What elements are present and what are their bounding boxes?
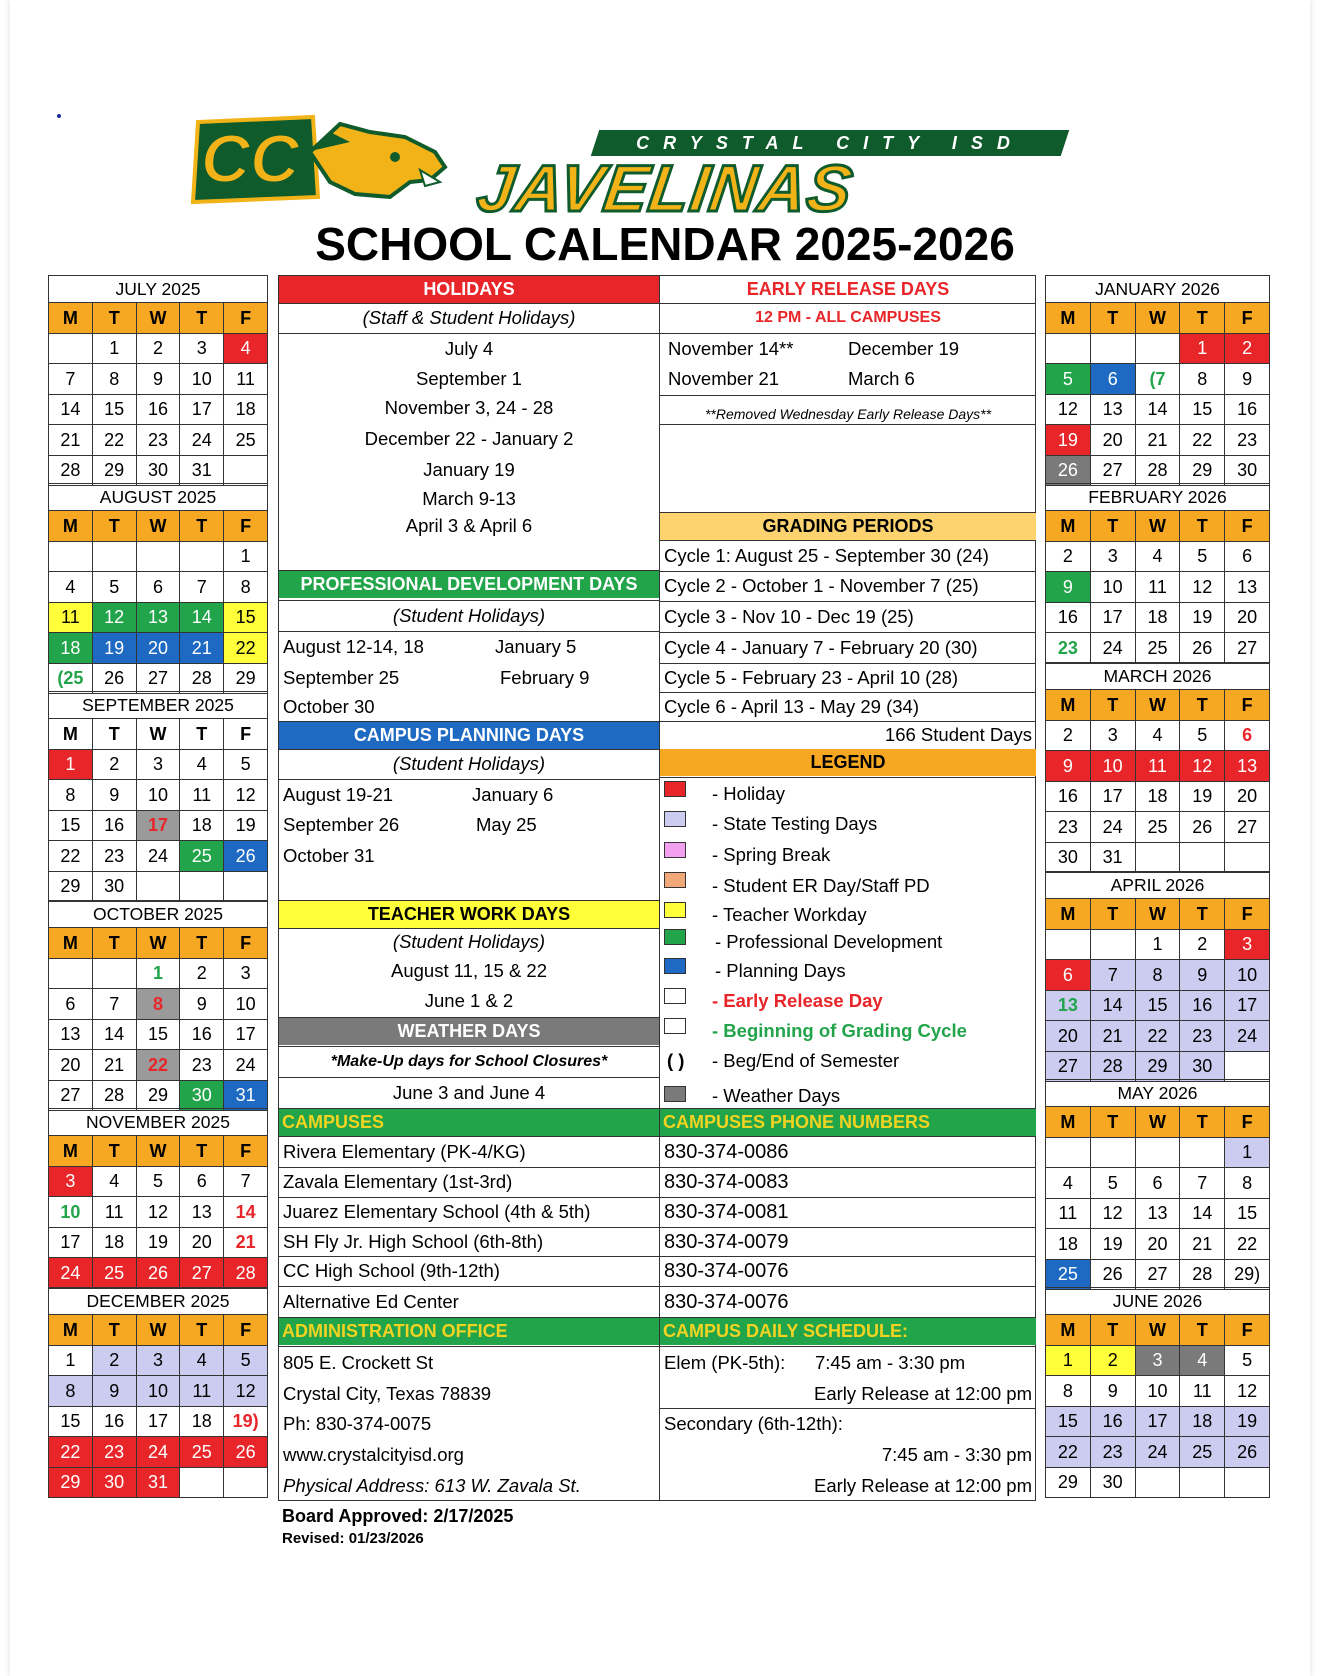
legend-item: - Student ER Day/Staff PD (712, 875, 930, 896)
week-row: 2 3 4 5 6 (1046, 541, 1270, 572)
dow-m: M (1046, 690, 1091, 721)
campus-name: Zavala Elementary (1st-3rd) (283, 1171, 513, 1192)
dow-m: M (49, 1315, 93, 1346)
dow-t: T (1090, 511, 1135, 542)
elem-schedule-label: Elem (PK-5th): (664, 1352, 786, 1373)
dow-t: T (92, 303, 136, 334)
weather-days-subtitle: *Make-Up days for School Closures* (330, 1053, 608, 1070)
holiday-date: November 3, 24 - 28 (384, 397, 554, 418)
dow-w: W (136, 1315, 180, 1346)
planning-days-header: CAMPUS PLANNING DAYS (279, 722, 659, 749)
board-approved: Board Approved: 2/17/2025 (282, 1506, 514, 1526)
month-title: OCTOBER 2025 (49, 901, 268, 928)
week-row: 6 7 8 9 10 (1046, 960, 1270, 991)
week-row: 22 23 24 25 26 (49, 841, 268, 872)
dow-t: T (92, 511, 136, 542)
dow-m: M (1046, 1315, 1091, 1346)
dow-th: T (1180, 303, 1225, 334)
daily-schedule-header: CAMPUS DAILY SCHEDULE: (660, 1318, 1036, 1345)
dow-th: T (180, 511, 224, 542)
week-row: 2 3 4 5 6 (1046, 720, 1270, 751)
dow-th: T (180, 928, 224, 959)
legend-swatch-teacher-workday (664, 902, 686, 918)
pd-date: August 12-14, 18 (283, 636, 424, 657)
sec-schedule-time: 7:45 am - 3:30 pm (881, 1444, 1032, 1465)
dow-t: T (92, 1315, 136, 1346)
legend-header: LEGEND (660, 749, 1036, 776)
week-row: 20 21 22 23 24 (1046, 1021, 1270, 1052)
month-april-2026 (1045, 871, 1270, 1082)
dow-th: T (180, 1315, 224, 1346)
teacher-work-days-subtitle: (Student Holidays) (392, 931, 546, 952)
week-row: 1 (1046, 1137, 1270, 1168)
week-row: 1 2 3 (1046, 929, 1270, 960)
week-row: 23 24 25 26 27 (1046, 812, 1270, 843)
week-row: 9 10 11 12 13 (1046, 751, 1270, 782)
month-august-2025 (48, 483, 268, 694)
month-title: SEPTEMBER 2025 (49, 692, 268, 719)
month-title: NOVEMBER 2025 (49, 1109, 268, 1136)
week-row: 1 2 (1046, 333, 1270, 364)
dow-f: F (1225, 1315, 1270, 1346)
brand-wordmark: JAVELINAS (472, 151, 858, 225)
month-january-2026 (1045, 275, 1270, 486)
planning-date: August 19-21 (283, 784, 394, 805)
month-march-2026 (1045, 662, 1270, 873)
early-release-date: March 6 (848, 368, 915, 389)
dow-f: F (224, 511, 268, 542)
revised-date: Revised: 01/23/2026 (282, 1530, 424, 1547)
week-row: 8 9 10 11 12 (49, 1376, 268, 1407)
legend-item: - Holiday (712, 783, 785, 804)
dow-m: M (49, 303, 93, 334)
week-row: 1 2 3 (49, 958, 268, 989)
planning-date: May 25 (476, 814, 537, 835)
dow-f: F (224, 1136, 268, 1167)
pd-date: October 30 (283, 696, 375, 717)
week-row: 22 23 24 25 26 (1046, 1437, 1270, 1468)
legend-item: - Beg/End of Semester (712, 1050, 900, 1071)
week-row: 15 16 17 18 19 (1046, 1406, 1270, 1437)
month-title: JANUARY 2026 (1046, 276, 1270, 303)
dow-th: T (1180, 1107, 1225, 1138)
early-release-date: November 21 (668, 368, 780, 389)
campus-phone: 830-374-0086 (664, 1141, 789, 1163)
campus-name: SH Fly Jr. High School (6th-8th) (283, 1231, 544, 1252)
week-row: (25 26 27 28 29 (49, 663, 268, 694)
dow-t: T (1090, 1315, 1135, 1346)
sec-schedule-label: Secondary (6th-12th): (664, 1413, 843, 1434)
holiday-date: January 19 (423, 459, 515, 480)
week-row: 20 21 22 23 24 (49, 1050, 268, 1081)
sec-early-release: Early Release at 12:00 pm (813, 1475, 1032, 1496)
dow-w: W (1135, 1107, 1180, 1138)
legend-item: - State Testing Days (712, 813, 878, 834)
legend-item: - Professional Development (715, 931, 943, 952)
week-row: 4 5 6 7 8 (49, 572, 268, 603)
dow-f: F (224, 1315, 268, 1346)
dow-th: T (180, 1136, 224, 1167)
legend-swatch-holiday (664, 781, 686, 797)
dow-t: T (1090, 899, 1135, 930)
month-title: MARCH 2026 (1046, 663, 1270, 690)
early-release-header: EARLY RELEASE DAYS (746, 279, 950, 299)
dow-th: T (1180, 1315, 1225, 1346)
week-row: 18 19 20 21 22 (1046, 1229, 1270, 1260)
dow-th: T (1180, 899, 1225, 930)
week-row: 18 19 20 21 22 (49, 633, 268, 664)
dow-f: F (224, 719, 268, 750)
week-row: 14 15 16 17 18 (49, 394, 268, 425)
week-row: 9 10 11 12 13 (1046, 572, 1270, 603)
week-row: 1 (49, 541, 268, 572)
week-row: 5 6 (7 8 9 (1046, 364, 1270, 395)
week-row: 28 29 30 31 (49, 455, 268, 486)
admin-physical-address: Physical Address: 613 W. Zavala St. (283, 1475, 581, 1496)
legend-swatch-spring-break (664, 842, 686, 858)
legend-item-grading-cycle: - Beginning of Grading Cycle (712, 1020, 967, 1041)
admin-website: www.crystalcityisd.org (283, 1444, 464, 1465)
dow-t: T (1090, 303, 1135, 334)
week-row: 27 28 29 30 31 (49, 1080, 268, 1111)
dow-t: T (92, 928, 136, 959)
legend-item: - Planning Days (715, 960, 846, 981)
district-name: CRYSTAL CITY ISD (636, 133, 1024, 153)
week-row: 21 22 23 24 25 (49, 425, 268, 456)
week-row: 8 9 10 11 12 (49, 780, 268, 811)
grading-cycle: Cycle 3 - Nov 10 - Dec 19 (25) (664, 606, 914, 627)
week-row: 29 30 31 (49, 1467, 268, 1498)
pd-date: January 5 (495, 636, 577, 657)
student-days-total: 166 Student Days (884, 724, 1032, 745)
week-row: 7 8 9 10 11 (49, 364, 268, 395)
month-title: JULY 2025 (49, 276, 268, 303)
dow-m: M (1046, 511, 1091, 542)
page-title: SCHOOL CALENDAR 2025-2026 (315, 218, 1015, 270)
legend-swatch-grading-cycle (664, 1018, 686, 1034)
holiday-date: March 9-13 (422, 488, 516, 509)
week-row: 13 14 15 16 17 (1046, 990, 1270, 1021)
dow-w: W (1135, 690, 1180, 721)
svg-text:CC: CC (200, 121, 300, 197)
dow-m: M (1046, 899, 1091, 930)
week-row: 6 7 8 9 10 (49, 989, 268, 1020)
planning-date: September 26 (283, 814, 400, 835)
month-september-2025 (48, 691, 268, 902)
legend-swatch-early-release (664, 988, 686, 1004)
dow-t: T (92, 719, 136, 750)
week-row: 17 18 19 20 21 (49, 1227, 268, 1258)
month-title: DECEMBER 2025 (49, 1288, 268, 1315)
admin-address-line: Crystal City, Texas 78839 (283, 1383, 492, 1404)
dow-th: T (180, 719, 224, 750)
week-row: 27 28 29 30 (1046, 1051, 1270, 1082)
month-title: MAY 2026 (1046, 1080, 1270, 1107)
week-row: 22 23 24 25 26 (49, 1437, 268, 1468)
dow-th: T (1180, 690, 1225, 721)
week-row: 12 13 14 15 16 (1046, 394, 1270, 425)
campus-phone: 830-374-0076 (664, 1291, 789, 1313)
grading-periods-header: GRADING PERIODS (660, 513, 1036, 540)
admin-address-line: 805 E. Crockett St (283, 1352, 434, 1373)
early-release-date: December 19 (848, 338, 960, 359)
week-row: 1 2 3 4 5 (49, 1345, 268, 1376)
campus-phone: 830-374-0083 (664, 1171, 789, 1193)
legend-swatch-pd (664, 929, 686, 945)
week-row: 13 14 15 16 17 (49, 1019, 268, 1050)
grading-cycle: Cycle 4 - January 7 - February 20 (30) (664, 637, 978, 658)
teacher-work-date: June 1 & 2 (424, 990, 514, 1011)
dow-w: W (136, 928, 180, 959)
dow-m: M (49, 719, 93, 750)
dow-t: T (1090, 1107, 1135, 1138)
week-row: 24 25 26 27 28 (49, 1258, 268, 1289)
week-row: 26 27 28 29 30 (1046, 455, 1270, 486)
week-row: 11 12 13 14 15 (1046, 1198, 1270, 1229)
pd-days-subtitle: (Student Holidays) (392, 605, 546, 626)
month-title: APRIL 2026 (1046, 872, 1270, 899)
pd-date: September 25 (283, 667, 400, 688)
week-row: 3 4 5 6 7 (49, 1166, 268, 1197)
week-row: 16 17 18 19 20 (1046, 781, 1270, 812)
legend-swatch-weather (664, 1086, 686, 1102)
planning-date: January 6 (472, 784, 554, 805)
teacher-work-date: August 11, 15 & 22 (391, 960, 547, 981)
dow-th: T (1180, 511, 1225, 542)
dow-f: F (1225, 690, 1270, 721)
campus-phone: 830-374-0081 (664, 1201, 789, 1223)
campus-phone: 830-374-0076 (664, 1260, 789, 1282)
grading-cycle: Cycle 2 - October 1 - November 7 (25) (664, 575, 979, 596)
campus-phones-header: CAMPUSES PHONE NUMBERS (660, 1109, 1036, 1136)
dow-t: T (92, 1136, 136, 1167)
legend-item: - Weather Days (712, 1085, 841, 1106)
javelina-mascot-icon (300, 112, 450, 207)
dow-w: W (1135, 303, 1180, 334)
legend-semester-symbol: ( ) (667, 1050, 685, 1071)
month-july-2025 (48, 275, 268, 486)
week-row: 15 16 17 18 19 (49, 810, 268, 841)
holiday-date: December 22 - January 2 (364, 428, 574, 449)
campus-name: CC High School (9th-12th) (283, 1260, 500, 1281)
admin-office-header: ADMINISTRATION OFFICE (279, 1318, 659, 1345)
holiday-date: September 1 (416, 368, 522, 389)
weather-days-header: WEATHER DAYS (279, 1018, 659, 1045)
campus-name: Alternative Ed Center (283, 1291, 459, 1312)
dow-m: M (1046, 303, 1091, 334)
week-row: 11 12 13 14 15 (49, 602, 268, 633)
dow-w: W (136, 719, 180, 750)
planning-date: October 31 (283, 845, 375, 866)
dow-m: M (1046, 1107, 1091, 1138)
legend-swatch-student-er (664, 872, 686, 888)
month-june-2026 (1045, 1287, 1270, 1498)
planning-days-subtitle: (Student Holidays) (392, 753, 546, 774)
pd-date: February 9 (500, 667, 590, 688)
dow-f: F (1225, 303, 1270, 334)
campus-name: Juarez Elementary School (4th & 5th) (283, 1201, 591, 1222)
week-row: 25 26 27 28 29) (1046, 1259, 1270, 1290)
week-row: 29 30 (49, 871, 268, 902)
dow-w: W (136, 511, 180, 542)
dow-m: M (49, 928, 93, 959)
holiday-date: July 4 (444, 338, 494, 359)
campus-name: Rivera Elementary (PK-4/KG) (283, 1141, 526, 1162)
week-row: 15 16 17 18 19) (49, 1406, 268, 1437)
week-row: 1 2 3 4 5 (49, 749, 268, 780)
month-october-2025 (48, 900, 268, 1111)
dow-t: T (1090, 690, 1135, 721)
dow-th: T (180, 303, 224, 334)
legend-item-early-release: - Early Release Day (712, 990, 883, 1011)
grading-cycle: Cycle 1: August 25 - September 30 (24) (664, 545, 989, 566)
holiday-date: April 3 & April 6 (405, 515, 533, 536)
month-title: AUGUST 2025 (49, 484, 268, 511)
campus-phone: 830-374-0079 (664, 1231, 789, 1253)
dow-w: W (1135, 511, 1180, 542)
dow-m: M (49, 1136, 93, 1167)
dow-f: F (1225, 511, 1270, 542)
holidays-header: HOLIDAYS (279, 276, 659, 303)
week-row: 10 11 12 13 14 (49, 1197, 268, 1228)
dow-f: F (1225, 1107, 1270, 1138)
week-row: 29 30 (1046, 1467, 1270, 1498)
pd-days-header: PROFESSIONAL DEVELOPMENT DAYS (279, 571, 659, 598)
month-february-2026 (1045, 483, 1270, 664)
month-november-2025 (48, 1108, 268, 1289)
week-row: 19 20 21 22 23 (1046, 425, 1270, 456)
month-title: JUNE 2026 (1046, 1288, 1270, 1315)
legend-item: - Spring Break (712, 844, 831, 865)
early-release-subtitle: 12 PM - ALL CAMPUSES (755, 309, 941, 326)
dow-w: W (1135, 1315, 1180, 1346)
holidays-subtitle: (Staff & Student Holidays) (362, 307, 576, 328)
dow-f: F (224, 928, 268, 959)
campuses-header: CAMPUSES (279, 1109, 659, 1136)
legend-item: - Teacher Workday (712, 904, 867, 925)
dow-f: F (1225, 899, 1270, 930)
early-release-note: **Removed Wednesday Early Release Days** (704, 406, 992, 422)
admin-phone: Ph: 830-374-0075 (283, 1413, 432, 1434)
month-title: FEBRUARY 2026 (1046, 484, 1270, 511)
week-row: 8 9 10 11 12 (1046, 1376, 1270, 1407)
grading-cycle: Cycle 6 - April 13 - May 29 (34) (664, 696, 919, 717)
week-row: 16 17 18 19 20 (1046, 602, 1270, 633)
week-row: 23 24 25 26 27 (1046, 633, 1270, 664)
dow-w: W (136, 1136, 180, 1167)
dow-w: W (1135, 899, 1180, 930)
week-row: 30 31 (1046, 842, 1270, 873)
teacher-work-days-header: TEACHER WORK DAYS (279, 901, 659, 928)
month-may-2026 (1045, 1079, 1270, 1290)
week-row: 4 5 6 7 8 (1046, 1168, 1270, 1199)
elem-early-release: Early Release at 12:00 pm (813, 1383, 1032, 1404)
dow-m: M (49, 511, 93, 542)
legend-swatch-planning (664, 958, 686, 974)
month-december-2025 (48, 1287, 268, 1498)
week-row: 1 2 3 4 5 (1046, 1345, 1270, 1376)
early-release-date: November 14** (668, 338, 794, 359)
dow-w: W (136, 303, 180, 334)
legend-swatch-state-testing (664, 811, 686, 827)
weather-days-dates: June 3 and June 4 (392, 1082, 546, 1103)
stray-dot (57, 114, 61, 118)
dow-f: F (224, 303, 268, 334)
grading-cycle: Cycle 5 - February 23 - April 10 (28) (664, 667, 959, 688)
elem-schedule-time: 7:45 am - 3:30 pm (815, 1352, 966, 1373)
week-row: 1 2 3 4 (49, 333, 268, 364)
